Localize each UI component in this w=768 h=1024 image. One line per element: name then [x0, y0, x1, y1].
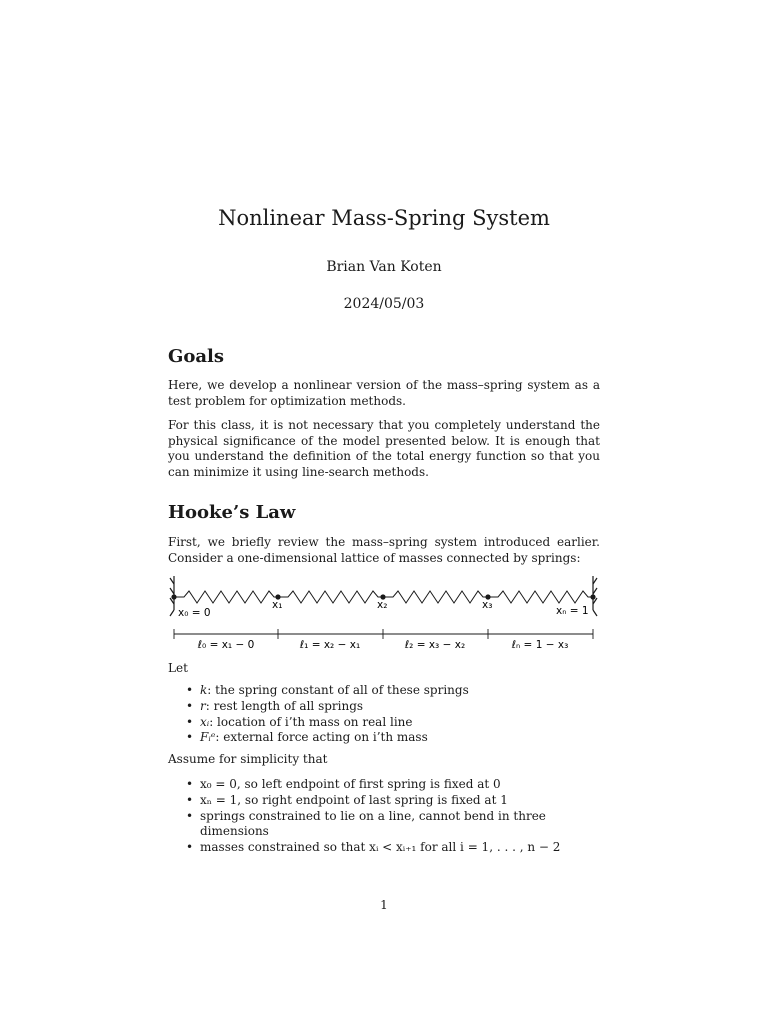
section-heading-hookes-law: Hooke’s Law [168, 502, 296, 523]
length-label-2: ℓ₂ = x₃ − x₂ [404, 639, 466, 651]
spring-3 [488, 591, 593, 603]
assume-label: Assume for simplicity that [168, 752, 328, 766]
assume-list [168, 777, 600, 856]
mass-label-3: x₃ [482, 599, 493, 611]
math-symbol: xᵢ [200, 714, 210, 729]
list-item [168, 683, 600, 699]
list-item [168, 840, 600, 856]
mass-label-0: x₀ = 0 [178, 607, 211, 619]
bullet-icon: • [186, 730, 194, 745]
bullet-icon: • [186, 698, 194, 713]
let-list [168, 683, 600, 746]
spring-lattice-diagram [162, 570, 606, 656]
length-label-0: ℓ₀ = x₁ − 0 [197, 639, 255, 651]
length-label-1: ℓ₁ = x₂ − x₁ [299, 639, 361, 651]
mass-label-1: x₁ [272, 599, 283, 611]
bullet-icon: • [186, 683, 194, 697]
paper-title: Nonlinear Mass-Spring System [218, 206, 550, 230]
list-item-text: xₙ = 1, so right endpoint of last spring is fixed at 1 [200, 792, 508, 807]
goals-paragraph-1: Here, we develop a nonlinear version of the mass–spring system as a test problem for optimization methods. [168, 378, 600, 408]
math-symbol: k [200, 683, 208, 697]
list-item-text: : external force acting on i’th mass [215, 730, 428, 745]
list-item-text: masses constrained so that xᵢ < xᵢ₊₁ for all i = 1, . . . , n − 2 [200, 840, 561, 855]
list-item [168, 715, 600, 731]
paper-date: 2024/05/03 [343, 296, 425, 312]
bullet-icon: • [186, 792, 194, 807]
hooke-paragraph-1: First, we briefly review the mass–spring system introduced earlier. Consider a one-dimensional lattice of masses connected by springs: [168, 535, 600, 565]
list-item-text: springs constrained to lie on a line, cannot bend in three dimensions [200, 808, 546, 839]
list-item [168, 699, 600, 715]
math-symbol: r [200, 698, 206, 713]
bullet-icon: • [186, 714, 194, 729]
length-axis [174, 629, 593, 639]
list-item [168, 809, 600, 841]
goals-paragraph-2: For this class, it is not necessary that you completely understand the physical significance of the model presented below. It is enough that you understand the definition of the total energy function so that you can minimize it using line-search methods. [168, 418, 600, 479]
list-item [168, 793, 600, 809]
list-item-text: : rest length of all springs [205, 698, 364, 713]
list-item-text: : the spring constant of all of these springs [207, 683, 469, 697]
spring-2 [383, 591, 488, 603]
list-item-text: : location of i’th mass on real line [209, 714, 413, 729]
list-item-text: x₀ = 0, so left endpoint of first spring is fixed at 0 [200, 777, 501, 791]
bullet-icon: • [186, 808, 194, 823]
bullet-icon: • [186, 777, 194, 791]
let-label: Let [168, 661, 188, 675]
math-symbol: Fᵢᵉ [200, 730, 216, 745]
list-item [168, 777, 600, 793]
mass-n [590, 594, 595, 599]
spring-1 [278, 591, 383, 603]
spring-0 [174, 591, 278, 603]
mass-label-2: x₂ [377, 599, 388, 611]
length-label-n: ℓₙ = 1 − x₃ [511, 639, 569, 651]
paper-author: Brian Van Koten [326, 259, 442, 275]
mass-0 [171, 594, 176, 599]
mass-label-n: xₙ = 1 [556, 605, 589, 617]
bullet-icon: • [186, 840, 194, 855]
list-item [168, 730, 600, 746]
section-heading-goals: Goals [168, 346, 225, 367]
page-number: 1 [380, 898, 388, 912]
